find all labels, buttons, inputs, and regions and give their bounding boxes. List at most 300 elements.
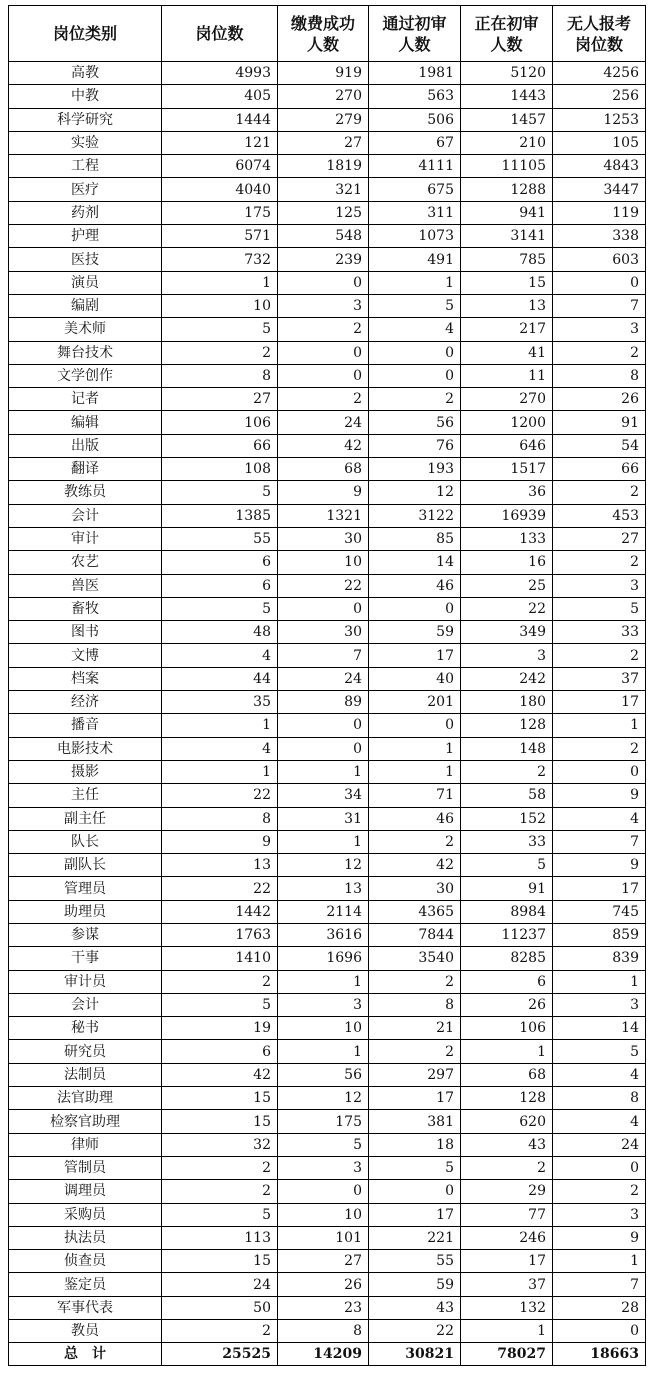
reviewing-count-cell: 11237	[461, 923, 553, 946]
no-applicant-count-cell: 33	[553, 621, 646, 644]
passed-count-cell: 1981	[369, 62, 461, 85]
paid-count-cell: 56	[278, 1063, 369, 1086]
no-applicant-count-cell: 37	[553, 667, 646, 690]
post-count-cell: 1763	[162, 923, 278, 946]
passed-count-cell: 12	[369, 481, 461, 504]
no-applicant-count-cell: 27	[553, 527, 646, 550]
post-count-cell: 108	[162, 458, 278, 481]
passed-count-cell: 56	[369, 411, 461, 434]
header-reviewing-count-line: 人数	[490, 34, 523, 54]
post-count-cell: 6	[162, 574, 278, 597]
post-count-cell: 2	[162, 341, 278, 364]
passed-count-cell: 193	[369, 458, 461, 481]
reviewing-count-cell: 58	[461, 784, 553, 807]
table-row	[9, 341, 646, 364]
category-cell: 参谋	[9, 923, 162, 946]
header-row	[9, 6, 646, 62]
category-cell: 图书	[9, 621, 162, 644]
paid-count-cell: 1696	[278, 947, 369, 970]
table-row	[9, 178, 646, 201]
reviewing-count-cell: 242	[461, 667, 553, 690]
passed-count-cell: 17	[369, 1203, 461, 1226]
header-category	[9, 6, 162, 62]
passed-count-cell: 46	[369, 574, 461, 597]
passed-count-cell: 0	[369, 364, 461, 387]
paid-count-cell: 30	[278, 621, 369, 644]
category-cell: 药剂	[9, 201, 162, 224]
passed-count-cell: 2	[369, 1040, 461, 1063]
reviewing-count-cell: 22	[461, 597, 553, 620]
paid-count-cell: 10	[278, 1203, 369, 1226]
total-paid-count-cell: 14209	[278, 1343, 369, 1366]
reviewing-count-cell: 1	[461, 1320, 553, 1343]
table-row	[9, 923, 646, 946]
paid-count-cell: 68	[278, 458, 369, 481]
passed-count-cell: 201	[369, 691, 461, 714]
passed-count-cell: 0	[369, 714, 461, 737]
post-count-cell: 1	[162, 760, 278, 783]
total-label: 总 计	[9, 1343, 162, 1366]
reviewing-count-cell: 210	[461, 131, 553, 154]
table-row	[9, 807, 646, 830]
reviewing-count-cell: 5	[461, 854, 553, 877]
table-body	[9, 62, 646, 1343]
table-row	[9, 1226, 646, 1249]
passed-count-cell: 3122	[369, 504, 461, 527]
table-row	[9, 155, 646, 178]
paid-count-cell: 31	[278, 807, 369, 830]
no-applicant-count-cell: 3447	[553, 178, 646, 201]
category-cell: 律师	[9, 1133, 162, 1156]
reviewing-count-cell: 91	[461, 877, 553, 900]
category-cell: 文学创作	[9, 364, 162, 387]
category-cell: 干事	[9, 947, 162, 970]
reviewing-count-cell: 8984	[461, 900, 553, 923]
table-row	[9, 667, 646, 690]
no-applicant-count-cell: 7	[553, 294, 646, 317]
no-applicant-count-cell: 0	[553, 1156, 646, 1179]
reviewing-count-cell: 1517	[461, 458, 553, 481]
reviewing-count-cell: 785	[461, 248, 553, 271]
post-count-cell: 6	[162, 1040, 278, 1063]
no-applicant-count-cell: 859	[553, 923, 646, 946]
category-cell: 副队长	[9, 854, 162, 877]
paid-count-cell: 5	[278, 1133, 369, 1156]
paid-count-cell: 13	[278, 877, 369, 900]
table-row	[9, 318, 646, 341]
post-count-cell: 22	[162, 784, 278, 807]
category-cell: 副主任	[9, 807, 162, 830]
post-count-cell: 106	[162, 411, 278, 434]
passed-count-cell: 43	[369, 1296, 461, 1319]
table-row	[9, 458, 646, 481]
no-applicant-count-cell: 66	[553, 458, 646, 481]
passed-count-cell: 1073	[369, 225, 461, 248]
table-row	[9, 434, 646, 457]
reviewing-count-cell: 17	[461, 1250, 553, 1273]
no-applicant-count-cell: 91	[553, 411, 646, 434]
category-cell: 审计员	[9, 970, 162, 993]
header-paid-count-line: 缴费成功	[290, 13, 355, 33]
paid-count-cell: 3	[278, 1156, 369, 1179]
paid-count-cell: 12	[278, 1087, 369, 1110]
table-row	[9, 621, 646, 644]
post-count-cell: 66	[162, 434, 278, 457]
post-count-cell: 8	[162, 364, 278, 387]
post-count-cell: 4993	[162, 62, 278, 85]
paid-count-cell: 1321	[278, 504, 369, 527]
reviewing-count-cell: 8285	[461, 947, 553, 970]
paid-count-cell: 2114	[278, 900, 369, 923]
post-count-cell: 27	[162, 388, 278, 411]
table-row	[9, 1110, 646, 1133]
no-applicant-count-cell: 4	[553, 807, 646, 830]
post-count-cell: 1	[162, 271, 278, 294]
reviewing-count-cell: 1	[461, 1040, 553, 1063]
no-applicant-count-cell: 603	[553, 248, 646, 271]
header-no-applicant-count-line: 岗位数	[574, 34, 623, 54]
table-row	[9, 597, 646, 620]
no-applicant-count-cell: 8	[553, 364, 646, 387]
category-cell: 演员	[9, 271, 162, 294]
reviewing-count-cell: 148	[461, 737, 553, 760]
post-count-cell: 15	[162, 1087, 278, 1110]
table-row	[9, 830, 646, 853]
no-applicant-count-cell: 4843	[553, 155, 646, 178]
passed-count-cell: 675	[369, 178, 461, 201]
reviewing-count-cell: 1200	[461, 411, 553, 434]
paid-count-cell: 27	[278, 1250, 369, 1273]
no-applicant-count-cell: 4	[553, 1110, 646, 1133]
total-passed-count-cell: 30821	[369, 1343, 461, 1366]
no-applicant-count-cell: 9	[553, 1226, 646, 1249]
post-count-cell: 9	[162, 830, 278, 853]
paid-count-cell: 42	[278, 434, 369, 457]
post-count-cell: 2	[162, 970, 278, 993]
paid-count-cell: 0	[278, 714, 369, 737]
table-row	[9, 784, 646, 807]
header-paid-count	[278, 6, 369, 62]
paid-count-cell: 8	[278, 1320, 369, 1343]
post-count-cell: 50	[162, 1296, 278, 1319]
table-row	[9, 108, 646, 131]
paid-count-cell: 1819	[278, 155, 369, 178]
post-count-cell: 6074	[162, 155, 278, 178]
passed-count-cell: 59	[369, 621, 461, 644]
post-count-cell: 5	[162, 993, 278, 1016]
no-applicant-count-cell: 54	[553, 434, 646, 457]
category-cell: 农艺	[9, 551, 162, 574]
post-count-cell: 4	[162, 737, 278, 760]
table-row	[9, 225, 646, 248]
post-count-cell: 1	[162, 714, 278, 737]
passed-count-cell: 18	[369, 1133, 461, 1156]
passed-count-cell: 221	[369, 1226, 461, 1249]
passed-count-cell: 4	[369, 318, 461, 341]
reviewing-count-cell: 128	[461, 1087, 553, 1110]
category-cell: 秘书	[9, 1017, 162, 1040]
table-row	[9, 854, 646, 877]
category-cell: 执法员	[9, 1226, 162, 1249]
header-passed-count	[369, 6, 461, 62]
no-applicant-count-cell: 24	[553, 1133, 646, 1156]
paid-count-cell: 23	[278, 1296, 369, 1319]
category-cell: 护理	[9, 225, 162, 248]
table-row	[9, 1156, 646, 1179]
paid-count-cell: 7	[278, 644, 369, 667]
paid-count-cell: 101	[278, 1226, 369, 1249]
passed-count-cell: 55	[369, 1250, 461, 1273]
no-applicant-count-cell: 338	[553, 225, 646, 248]
passed-count-cell: 2	[369, 388, 461, 411]
no-applicant-count-cell: 453	[553, 504, 646, 527]
category-cell: 鉴定员	[9, 1273, 162, 1296]
category-cell: 法官助理	[9, 1087, 162, 1110]
category-cell: 科学研究	[9, 108, 162, 131]
total-row	[9, 1343, 646, 1366]
table-row	[9, 504, 646, 527]
paid-count-cell: 0	[278, 341, 369, 364]
passed-count-cell: 8	[369, 993, 461, 1016]
passed-count-cell: 17	[369, 644, 461, 667]
table-row	[9, 131, 646, 154]
no-applicant-count-cell: 256	[553, 85, 646, 108]
passed-count-cell: 0	[369, 341, 461, 364]
passed-count-cell: 1	[369, 271, 461, 294]
table-row	[9, 737, 646, 760]
post-count-cell: 42	[162, 1063, 278, 1086]
reviewing-count-cell: 43	[461, 1133, 553, 1156]
no-applicant-count-cell: 7	[553, 1273, 646, 1296]
table-row	[9, 481, 646, 504]
category-cell: 管理员	[9, 877, 162, 900]
paid-count-cell: 24	[278, 667, 369, 690]
passed-count-cell: 311	[369, 201, 461, 224]
passed-count-cell: 40	[369, 667, 461, 690]
no-applicant-count-cell: 3	[553, 574, 646, 597]
paid-count-cell: 1	[278, 970, 369, 993]
table-row	[9, 294, 646, 317]
table-row	[9, 691, 646, 714]
category-cell: 高教	[9, 62, 162, 85]
paid-count-cell: 2	[278, 318, 369, 341]
post-count-cell: 32	[162, 1133, 278, 1156]
table-row	[9, 248, 646, 271]
passed-count-cell: 4365	[369, 900, 461, 923]
paid-count-cell: 3	[278, 294, 369, 317]
category-cell: 中教	[9, 85, 162, 108]
table-row	[9, 1063, 646, 1086]
reviewing-count-cell: 29	[461, 1180, 553, 1203]
category-cell: 播音	[9, 714, 162, 737]
no-applicant-count-cell: 17	[553, 877, 646, 900]
table-row	[9, 1273, 646, 1296]
category-cell: 美术师	[9, 318, 162, 341]
passed-count-cell: 85	[369, 527, 461, 550]
post-count-cell: 121	[162, 131, 278, 154]
passed-count-cell: 5	[369, 1156, 461, 1179]
table-row	[9, 760, 646, 783]
post-count-cell: 19	[162, 1017, 278, 1040]
passed-count-cell: 1	[369, 737, 461, 760]
reviewing-count-cell: 180	[461, 691, 553, 714]
table-row	[9, 900, 646, 923]
table-row	[9, 1180, 646, 1203]
no-applicant-count-cell: 0	[553, 271, 646, 294]
passed-count-cell: 17	[369, 1087, 461, 1110]
category-cell: 军事代表	[9, 1296, 162, 1319]
paid-count-cell: 10	[278, 1017, 369, 1040]
category-cell: 教员	[9, 1320, 162, 1343]
paid-count-cell: 0	[278, 271, 369, 294]
paid-count-cell: 125	[278, 201, 369, 224]
reviewing-count-cell: 246	[461, 1226, 553, 1249]
header-reviewing-count-line: 正在初审	[474, 13, 539, 33]
passed-count-cell: 67	[369, 131, 461, 154]
header-passed-count-line: 通过初审	[382, 13, 447, 33]
passed-count-cell: 2	[369, 970, 461, 993]
reviewing-count-cell: 68	[461, 1063, 553, 1086]
category-cell: 会计	[9, 504, 162, 527]
paid-count-cell: 1	[278, 830, 369, 853]
header-no-applicant-count-line: 无人报考	[566, 13, 631, 33]
category-cell: 实验	[9, 131, 162, 154]
paid-count-cell: 12	[278, 854, 369, 877]
header-category-line: 岗位类别	[52, 24, 117, 43]
paid-count-cell: 3616	[278, 923, 369, 946]
post-count-cell: 10	[162, 294, 278, 317]
category-cell: 经济	[9, 691, 162, 714]
category-cell: 审计	[9, 527, 162, 550]
category-cell: 编辑	[9, 411, 162, 434]
recruitment-statistics-table	[8, 5, 646, 1366]
reviewing-count-cell: 16	[461, 551, 553, 574]
passed-count-cell: 14	[369, 551, 461, 574]
category-cell: 助理员	[9, 900, 162, 923]
category-cell: 研究员	[9, 1040, 162, 1063]
no-applicant-count-cell: 5	[553, 1040, 646, 1063]
reviewing-count-cell: 646	[461, 434, 553, 457]
table-row	[9, 714, 646, 737]
reviewing-count-cell: 620	[461, 1110, 553, 1133]
passed-count-cell: 22	[369, 1320, 461, 1343]
header-post-count	[162, 6, 278, 62]
reviewing-count-cell: 25	[461, 574, 553, 597]
no-applicant-count-cell: 2	[553, 481, 646, 504]
post-count-cell: 732	[162, 248, 278, 271]
passed-count-cell: 7844	[369, 923, 461, 946]
no-applicant-count-cell: 8	[553, 1087, 646, 1110]
post-count-cell: 4040	[162, 178, 278, 201]
paid-count-cell: 0	[278, 1180, 369, 1203]
reviewing-count-cell: 77	[461, 1203, 553, 1226]
paid-count-cell: 175	[278, 1110, 369, 1133]
header-post-count-line: 岗位数	[195, 24, 244, 43]
no-applicant-count-cell: 0	[553, 1320, 646, 1343]
table-row	[9, 364, 646, 387]
no-applicant-count-cell: 1	[553, 714, 646, 737]
category-cell: 兽医	[9, 574, 162, 597]
no-applicant-count-cell: 7	[553, 830, 646, 853]
table-row	[9, 551, 646, 574]
reviewing-count-cell: 217	[461, 318, 553, 341]
category-cell: 记者	[9, 388, 162, 411]
post-count-cell: 22	[162, 877, 278, 900]
paid-count-cell: 22	[278, 574, 369, 597]
paid-count-cell: 270	[278, 85, 369, 108]
table-row	[9, 970, 646, 993]
post-count-cell: 2	[162, 1180, 278, 1203]
post-count-cell: 4	[162, 644, 278, 667]
reviewing-count-cell: 6	[461, 970, 553, 993]
no-applicant-count-cell: 5	[553, 597, 646, 620]
no-applicant-count-cell: 2	[553, 737, 646, 760]
no-applicant-count-cell: 9	[553, 784, 646, 807]
passed-count-cell: 2	[369, 830, 461, 853]
table-row	[9, 201, 646, 224]
post-count-cell: 8	[162, 807, 278, 830]
no-applicant-count-cell: 839	[553, 947, 646, 970]
table-row	[9, 1087, 646, 1110]
reviewing-count-cell: 128	[461, 714, 553, 737]
category-cell: 法制员	[9, 1063, 162, 1086]
no-applicant-count-cell: 0	[553, 760, 646, 783]
reviewing-count-cell: 2	[461, 760, 553, 783]
reviewing-count-cell: 133	[461, 527, 553, 550]
no-applicant-count-cell: 2	[553, 551, 646, 574]
no-applicant-count-cell: 9	[553, 854, 646, 877]
post-count-cell: 13	[162, 854, 278, 877]
passed-count-cell: 506	[369, 108, 461, 131]
reviewing-count-cell: 13	[461, 294, 553, 317]
no-applicant-count-cell: 119	[553, 201, 646, 224]
paid-count-cell: 89	[278, 691, 369, 714]
category-cell: 医技	[9, 248, 162, 271]
reviewing-count-cell: 106	[461, 1017, 553, 1040]
paid-count-cell: 548	[278, 225, 369, 248]
no-applicant-count-cell: 3	[553, 1203, 646, 1226]
no-applicant-count-cell: 17	[553, 691, 646, 714]
table-row	[9, 574, 646, 597]
no-applicant-count-cell: 3	[553, 318, 646, 341]
passed-count-cell: 0	[369, 1180, 461, 1203]
table-row	[9, 1203, 646, 1226]
post-count-cell: 5	[162, 597, 278, 620]
no-applicant-count-cell: 745	[553, 900, 646, 923]
reviewing-count-cell: 349	[461, 621, 553, 644]
reviewing-count-cell: 36	[461, 481, 553, 504]
reviewing-count-cell: 11105	[461, 155, 553, 178]
no-applicant-count-cell: 26	[553, 388, 646, 411]
no-applicant-count-cell: 3	[553, 993, 646, 1016]
reviewing-count-cell: 2	[461, 1156, 553, 1179]
paid-count-cell: 0	[278, 597, 369, 620]
category-cell: 摄影	[9, 760, 162, 783]
category-cell: 队长	[9, 830, 162, 853]
no-applicant-count-cell: 105	[553, 131, 646, 154]
total-reviewing-count-cell: 78027	[461, 1343, 553, 1366]
post-count-cell: 2	[162, 1320, 278, 1343]
post-count-cell: 405	[162, 85, 278, 108]
category-cell: 档案	[9, 667, 162, 690]
paid-count-cell: 26	[278, 1273, 369, 1296]
table-row	[9, 1320, 646, 1343]
passed-count-cell: 76	[369, 434, 461, 457]
paid-count-cell: 24	[278, 411, 369, 434]
table-row	[9, 1250, 646, 1273]
passed-count-cell: 491	[369, 248, 461, 271]
category-cell: 医疗	[9, 178, 162, 201]
